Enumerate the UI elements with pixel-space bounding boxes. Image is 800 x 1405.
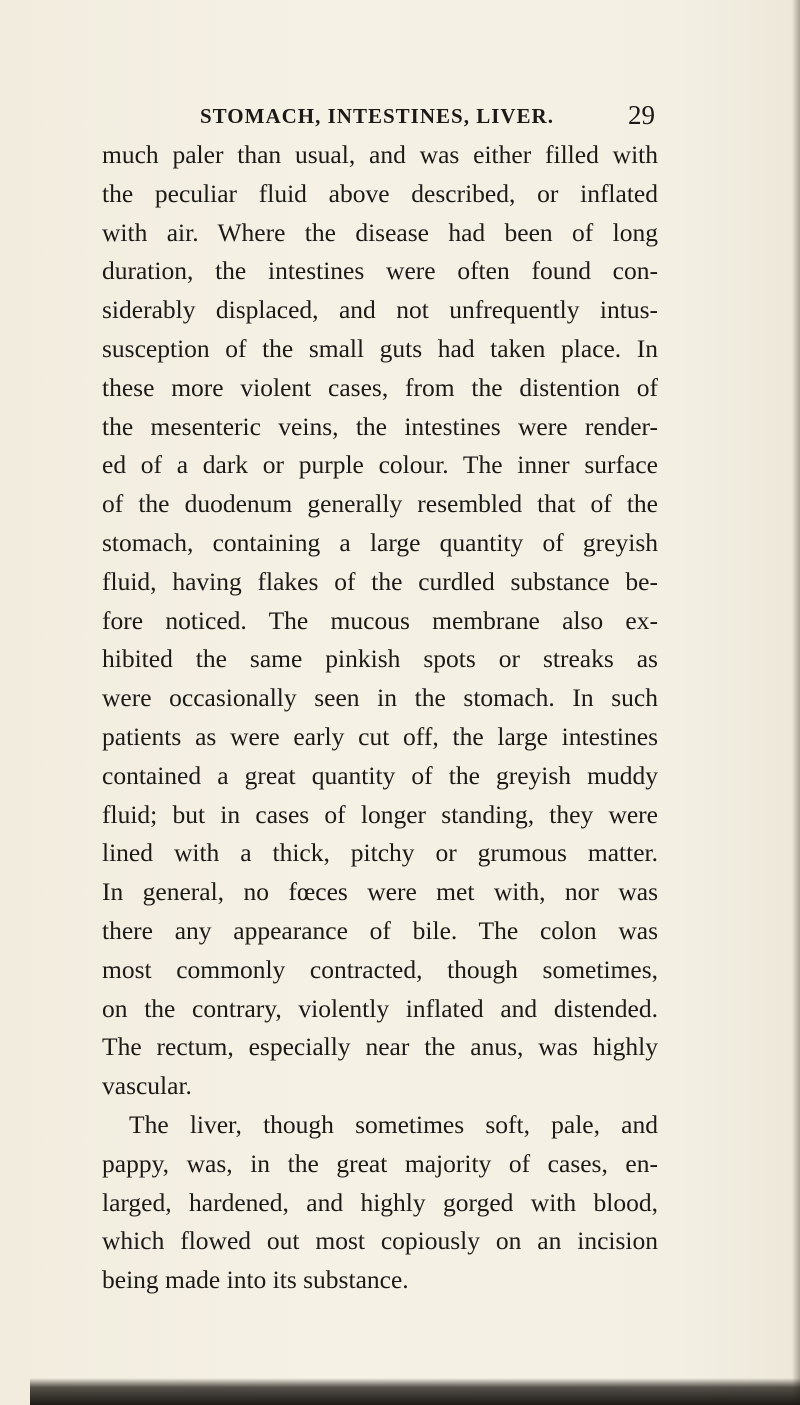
text-line: being made into its substance. <box>102 1265 409 1295</box>
text-line: patients as were early cut off, the large intestines <box>102 721 658 751</box>
body-text <box>102 136 658 1300</box>
text-line: The rectum, especially near the anus, was highly <box>102 1032 658 1062</box>
text-line: which flowed out most copiously on an incision <box>102 1226 658 1256</box>
text-line: duration, the intestines were often found con- <box>102 256 658 286</box>
text-line: larged, hardened, and highly gorged with blood, <box>102 1187 658 1217</box>
text-line: siderably displaced, and not unfrequently intus- <box>102 295 658 325</box>
text-line: fluid, having flakes of the curdled substance be- <box>102 566 658 596</box>
running-head: STOMACH, INTESTINES, LIVER. <box>200 104 554 128</box>
page-edge-shadow <box>792 0 800 1405</box>
text-line: fore noticed. The mucous membrane also ex- <box>102 605 658 635</box>
text-line: In general, no fœces were met with, nor was <box>102 877 658 907</box>
text-line: there any appearance of bile. The colon was <box>102 915 658 945</box>
text-line: ed of a dark or purple colour. The inner surface <box>102 450 658 480</box>
page-header <box>200 100 655 134</box>
paragraph-start-line: The liver, though sometimes soft, pale, and <box>129 1109 658 1139</box>
text-line: of the duodenum generally resembled that of the <box>102 489 658 519</box>
text-line: lined with a thick, pitchy or grumous matter. <box>102 838 658 868</box>
text-line: these more violent cases, from the distention of <box>102 372 658 402</box>
text-line: much paler than usual, and was either filled with <box>102 140 658 169</box>
page-bottom-edge <box>30 1378 800 1405</box>
text-line: susception of the small guts had taken place. In <box>102 333 658 363</box>
text-line: hibited the same pinkish spots or streaks as <box>102 644 658 674</box>
text-line: with air. Where the disease had been of long <box>102 217 658 247</box>
text-line: contained a great quantity of the greyish muddy <box>102 760 658 790</box>
text-line: fluid; but in cases of longer standing, they were <box>102 799 658 829</box>
text-line: stomach, containing a large quantity of greyish <box>102 527 658 557</box>
page-number: 29 <box>628 100 655 130</box>
text-line: on the contrary, violently inflated and distended. <box>102 993 658 1023</box>
text-line: the mesenteric veins, the intestines were render- <box>102 411 658 441</box>
text-line: vascular. <box>102 1071 192 1101</box>
text-line: were occasionally seen in the stomach. In such <box>102 683 658 713</box>
text-line: pappy, was, in the great majority of cases, en- <box>102 1148 658 1178</box>
text-line: the peculiar fluid above described, or inflated <box>102 178 658 208</box>
text-line: most commonly contracted, though sometimes, <box>102 954 658 984</box>
